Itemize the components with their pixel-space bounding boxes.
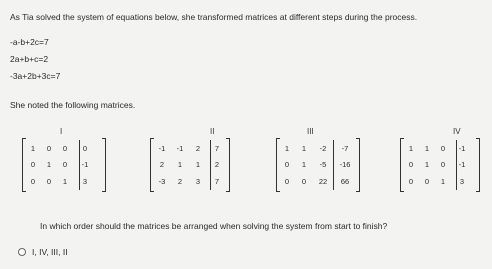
matrix-cell: 7 [214, 177, 220, 187]
matrix-cell: 0 [408, 177, 414, 187]
question-text: As Tia solved the system of equations below, she transformed matrices at different steps during the process. [10, 12, 418, 22]
matrix-cell: -1 [81, 160, 89, 170]
equation-2: 2a+b+c=2 [10, 54, 49, 64]
matrix-cell: 22 [318, 177, 328, 187]
matrix-cell: 0 [30, 160, 36, 170]
radio-button[interactable] [18, 248, 26, 256]
matrix-cell: 2 [159, 160, 165, 170]
matrix-cell: 0 [46, 143, 52, 153]
matrix-cell: -1 [458, 143, 466, 153]
matrix-cell: 2 [214, 160, 220, 170]
prompt-text: She noted the following matrices. [10, 100, 136, 110]
matrix-cell: 3 [82, 177, 88, 187]
order-question-text: In which order should the matrices be arranged when solving the system from start to finish? [40, 221, 388, 231]
equation-3: -3a+2b+3c=7 [10, 71, 61, 81]
matrix-cell: 2 [177, 177, 183, 187]
matrix-cell: 1 [30, 143, 36, 153]
augment-divider [333, 140, 334, 190]
matrix-cell: -7 [341, 143, 349, 153]
matrix-label-iv: IV [453, 127, 461, 136]
matrix-cell: 1 [284, 143, 290, 153]
matrix-cell: 3 [459, 177, 465, 187]
matrix-i [22, 138, 106, 192]
matrix-cell: 0 [440, 143, 446, 153]
augment-divider [210, 140, 211, 190]
matrix-cell: -16 [339, 160, 351, 170]
matrix-label-ii: II [210, 127, 215, 136]
matrix-cell: -1 [176, 143, 184, 153]
matrix-cell: 1 [424, 143, 430, 153]
matrix-iii [276, 138, 360, 192]
matrix-cell: 1 [301, 143, 307, 153]
matrix-cell: 66 [340, 177, 350, 187]
matrix-cell: -1 [458, 160, 466, 170]
matrix-cell: 3 [195, 177, 201, 187]
matrix-cell: 0 [424, 177, 430, 187]
matrix-cell: 7 [214, 143, 220, 153]
matrix-cell: 0 [284, 160, 290, 170]
matrix-cell: 0 [30, 177, 36, 187]
augment-divider [456, 140, 457, 190]
matrix-cell: 1 [408, 143, 414, 153]
matrix-cell: 1 [440, 177, 446, 187]
matrix-cell: 0 [62, 160, 68, 170]
matrix-cell: -5 [319, 160, 327, 170]
matrix-cell: 0 [284, 177, 290, 187]
matrix-cell: 0 [301, 177, 307, 187]
matrix-cell: 0 [46, 177, 52, 187]
equation-1: -a-b+2c=7 [10, 37, 49, 47]
augment-divider [79, 140, 80, 190]
matrix-cell: 1 [46, 160, 52, 170]
answer-option-1[interactable] [18, 247, 68, 257]
matrix-label-i: I [60, 127, 63, 136]
matrix-cell: 1 [62, 177, 68, 187]
matrix-cell: 1 [195, 160, 201, 170]
matrix-cell: -2 [319, 143, 327, 153]
matrix-label-iii: III [307, 127, 314, 136]
matrix-cell: 0 [440, 160, 446, 170]
option-label: I, IV, III, II [32, 247, 68, 257]
matrix-cell: -1 [158, 143, 166, 153]
matrix-cell: 1 [301, 160, 307, 170]
matrix-cell: 1 [177, 160, 183, 170]
matrix-cell: 0 [82, 143, 88, 153]
matrix-cell: -3 [158, 177, 166, 187]
matrix-cell: 0 [408, 160, 414, 170]
matrix-ii [150, 138, 230, 192]
matrix-cell: 2 [195, 143, 201, 153]
matrix-cell: 1 [424, 160, 430, 170]
matrix-iv [400, 138, 480, 192]
matrix-cell: 0 [62, 143, 68, 153]
